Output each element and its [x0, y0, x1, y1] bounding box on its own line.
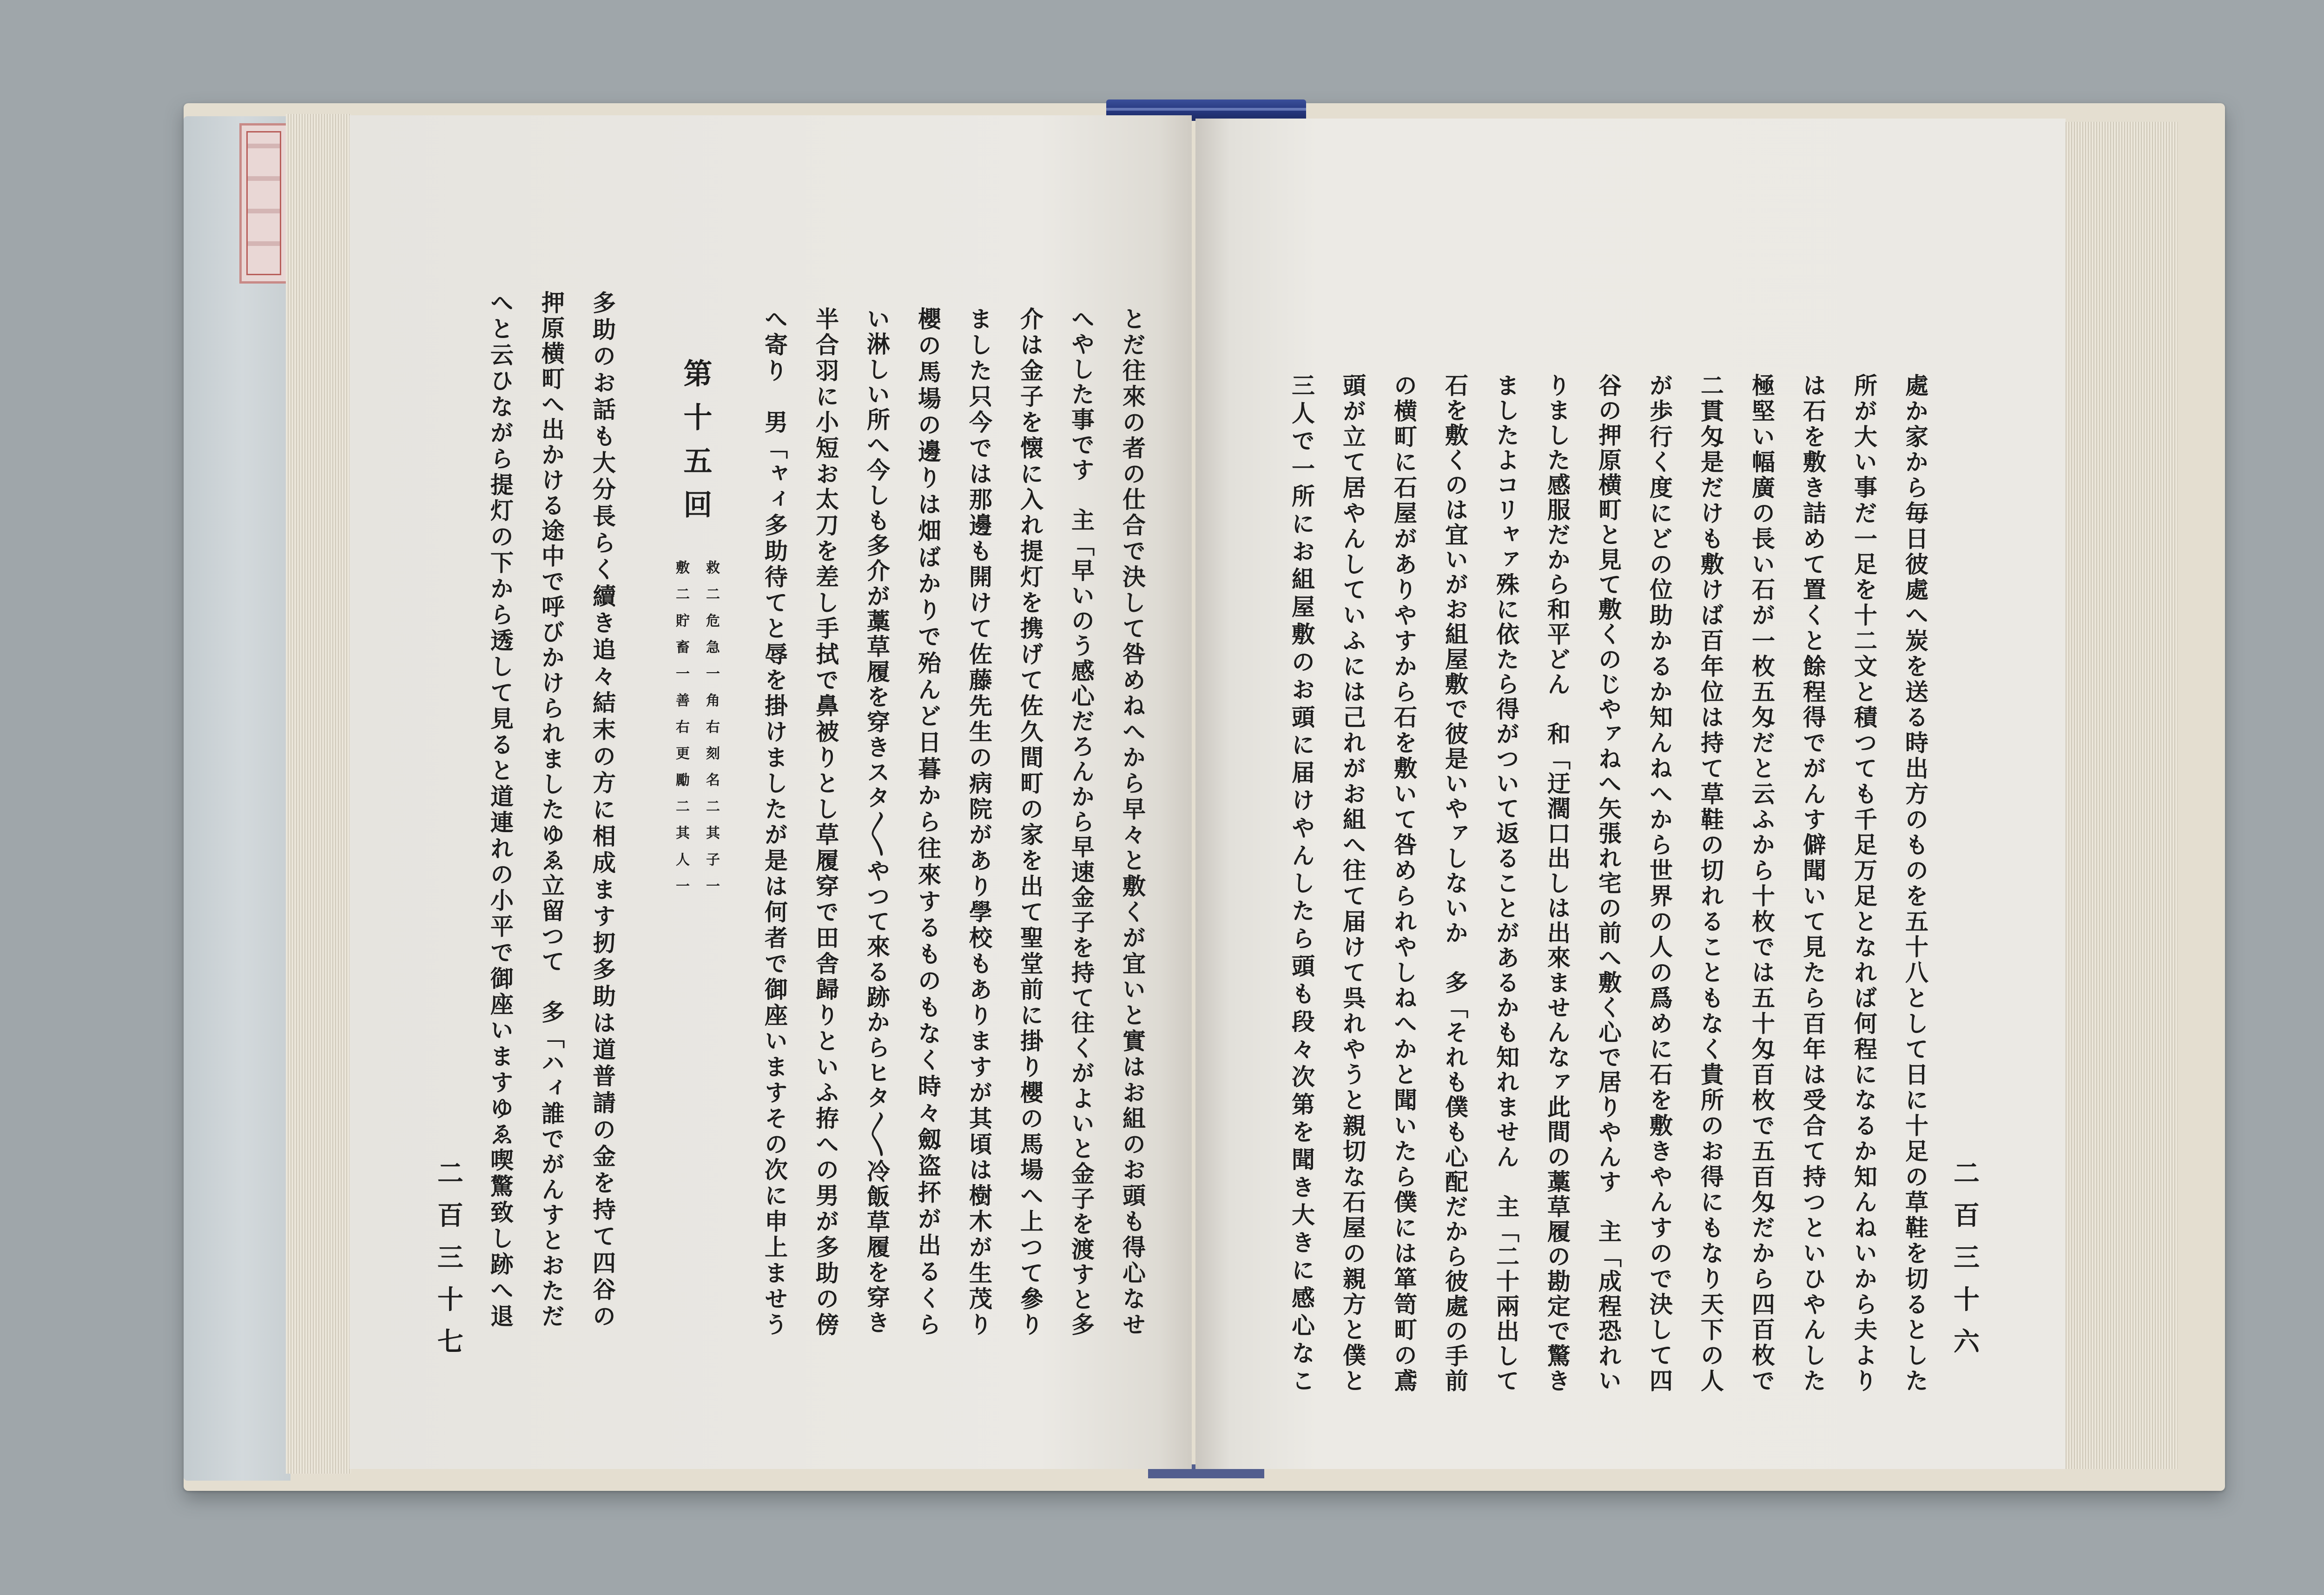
chapter-subtitle: 敷二貯畜一善右更勵二其人一	[673, 560, 689, 893]
text-column: 極堅い幅廣の長い石が一枚五匁だと云ふから十枚では五十匁百枚で五百匁だから四百枚で	[1748, 373, 1776, 1393]
text-column: 多助のお話も大分長らく續き追々結末の方に相成ます扨多助は道普請の金を持て四谷の	[589, 291, 616, 1328]
text-column: 半合羽に小短お太刀を差し手拭で鼻被りとし草履穿で田舎歸りといふ拵への男が多助の傍	[812, 307, 839, 1337]
text-column: 所が大い事だ一足を十二文と積つても千足万足となれば何程になるか知んねいから夫より	[1850, 373, 1878, 1393]
text-column: ましたよコリャァ殊に依たら得がついて返ることがあるかも知れません 主「二十兩出して	[1492, 373, 1520, 1393]
text-column: が歩行く度にどの位助かるか知んねへから世界の人の爲めに石を敷きやんすので決して四	[1646, 373, 1673, 1393]
text-column: 處か家から毎日彼處へ炭を送る時出方のものを五十八として日に十足の草鞋を切るとした	[1901, 373, 1929, 1393]
text-column: 頭が立て居やんしていふには己れがお組へ往て届けて呉れやうと親切な石屋の親方と僕と	[1339, 373, 1367, 1393]
library-label-stamp	[246, 131, 281, 275]
text-column: 櫻の馬場の邊りは畑ばかりで殆んど日暮から往來するものもなく時々劔盗抔が出るくら	[914, 307, 942, 1337]
page-number: 二百三十六	[1949, 1159, 1980, 1355]
text-column: ました只今では那邊も開けて佐藤先生の病院があり學校もありますが其頃は樹木が生茂り	[965, 307, 993, 1337]
text-column: い淋しい所へ今しも多介が藁草履を穿きスタ〳〵やつて來る跡からヒタ〳〵冷飯草履を穿き	[863, 307, 891, 1336]
text-column: 介は金子を懐に入れ提灯を携げて佐久間町の家を出て聖堂前に掛り櫻の馬場へ上つて參り	[1017, 307, 1044, 1337]
text-column: りました感服だから和平どん 和「迂濶口出しは出來ませんなァ此間の藁草履の勘定で驚き	[1544, 373, 1571, 1393]
chapter-subtitle: 救二危急一角右刻名二其子一	[703, 560, 720, 893]
text-column: とだ往來の者の仕合で決して咎めねへから早々と敷くが宜いと實はお組のお頭も得心なせ	[1119, 307, 1146, 1337]
text-column: 押原横町へ出かける途中で呼びかけられましたゆゑ立留つて 多「ハィ誰でがんすとおただ	[538, 291, 565, 1328]
text-column: へやした事です 主「早いのう感心だろんから早速金子を持て往くがよいと金子を渡すと多	[1068, 307, 1095, 1337]
right-page	[1195, 119, 2066, 1469]
text-column: へ寄り 男「ャィ多助待てと辱を掛けましたが是は何者で御座いますその次に申上ませう	[761, 307, 788, 1337]
page-edges-right	[2064, 122, 2178, 1469]
page-number: 二百三十七	[433, 1159, 464, 1355]
chapter-title: 第十五回	[679, 358, 713, 519]
text-column: の横町に石屋がありやすから石を敷いて咎められやしねへかと聞いたら僕には箪笥町の鳶	[1390, 373, 1418, 1393]
text-column: は石を敷き詰めて置くと餘程得でがんす僻聞いて見たら百年は受合て持つといひやんした	[1799, 373, 1827, 1393]
book-cover-wrap	[184, 116, 290, 1481]
text-column: 三人で一所にお組屋敷のお頭に届けやんしたら頭も段々次第を聞き大きに感心なこ	[1288, 373, 1315, 1393]
text-column: 二貫匁是だけも敷けば百年位は持て草鞋の切れることもなく貴所のお得にもなり天下の人	[1697, 373, 1724, 1393]
spine-headband-stripe	[1106, 108, 1306, 111]
text-column: 石を敷くのは宜いがお組屋敷で彼是いやァしないか 多「それも僕も心配だから彼處の手前	[1441, 373, 1469, 1393]
text-column: 谷の押原横町と見て敷くのじやァねへ矢張れ宅の前へ敷く心で居りやんす 主「成程恐れい	[1595, 373, 1622, 1393]
text-column: へと云ひながら提灯の下から透して見ると道連れの小平で御座いますゆゑ喫驚致し跡へ退	[487, 291, 514, 1329]
page-edges-left	[286, 114, 351, 1474]
